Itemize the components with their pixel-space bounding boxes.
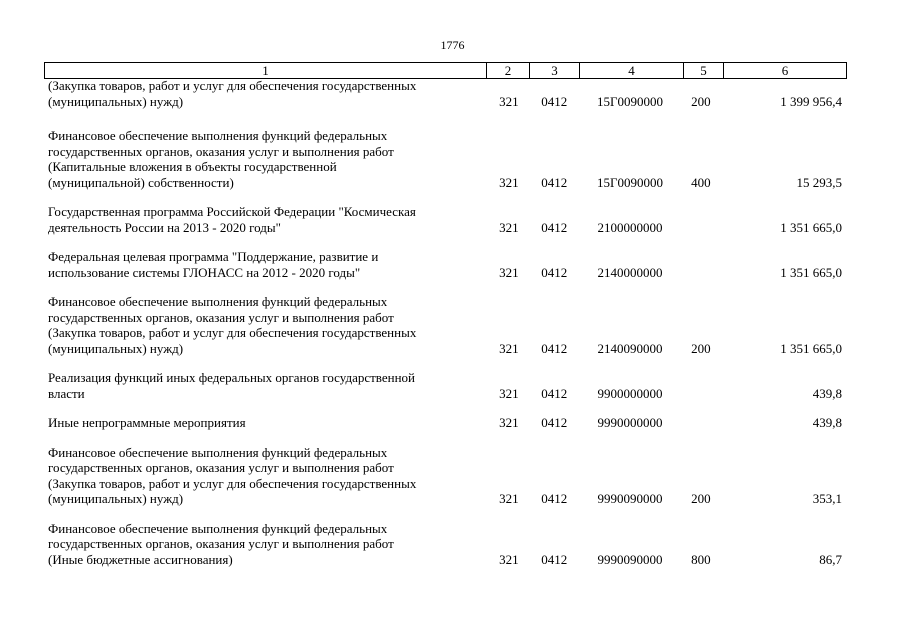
target-article-code: 9900000000 — [597, 385, 663, 401]
amount: 1 351 665,0 — [780, 264, 842, 280]
expense-type-code: 400 — [691, 174, 711, 190]
description-line: Финансовое обеспечение выполнения функций федеральных — [48, 520, 388, 536]
description-line: (Закупка товаров, работ и услуг для обеспечения государственных — [48, 78, 417, 93]
description-line: (муниципальных) нужд) — [48, 93, 184, 109]
ministry-code: 321 — [499, 415, 519, 430]
expense-type-code: 800 — [691, 551, 711, 567]
description-line: Финансовое обеспечение выполнения функций федеральных — [48, 294, 388, 309]
section-code: 0412 — [541, 264, 568, 280]
target-article-code: 15Г0090000 — [597, 174, 664, 190]
description-line: использование системы ГЛОНАСС на 2012 - 2020 годы" — [48, 264, 361, 280]
section-code: 0412 — [541, 491, 568, 506]
description-line: Финансовое обеспечение выполнения функций федеральных — [48, 444, 388, 460]
row-description — [44, 415, 488, 431]
row-description — [44, 204, 488, 235]
ministry-code: 321 — [499, 385, 519, 401]
section-code: 0412 — [541, 415, 568, 430]
amount: 353,1 — [812, 491, 842, 506]
table-row — [44, 249, 844, 280]
row-description — [44, 370, 488, 401]
section-code: 0412 — [541, 385, 568, 401]
column-header-2: 2 — [487, 63, 530, 79]
table-row — [44, 294, 844, 356]
description-line: (Капитальные вложения в объекты государственной — [48, 159, 337, 174]
table-row — [44, 415, 844, 431]
row-description — [44, 249, 488, 280]
amount: 439,8 — [812, 385, 842, 401]
amount: 1 399 956,4 — [780, 93, 842, 109]
amount: 1 351 665,0 — [780, 340, 842, 356]
description-line: Иные непрограммные мероприятия — [48, 415, 246, 430]
target-article-code: 9990000000 — [597, 415, 663, 430]
description-line: (Закупка товаров, работ и услуг для обеспечения государственных — [48, 475, 417, 491]
row-description — [44, 294, 488, 356]
amount: 86,7 — [819, 551, 842, 567]
section-code: 0412 — [541, 93, 568, 109]
description-line: государственных органов, оказания услуг и выполнения работ — [48, 309, 394, 325]
description-line: (Закупка товаров, работ и услуг для обеспечения государственных — [48, 325, 417, 340]
column-header-6: 6 — [724, 63, 847, 79]
row-description — [44, 521, 488, 568]
page-number: 1776 — [440, 38, 465, 52]
ministry-code: 321 — [499, 491, 519, 506]
target-article-code: 9990090000 — [597, 491, 663, 506]
ministry-code: 321 — [499, 551, 519, 567]
ministry-code: 321 — [499, 219, 519, 235]
column-header-5: 5 — [684, 63, 724, 79]
expense-type-code: 200 — [691, 491, 711, 506]
column-header-3: 3 — [530, 63, 580, 79]
table-row — [44, 521, 844, 568]
ministry-code: 321 — [499, 93, 519, 109]
amount: 439,8 — [812, 415, 842, 430]
description-line: Федеральная целевая программа "Поддержание, развитие и — [48, 249, 379, 264]
target-article-code: 2140090000 — [597, 340, 663, 356]
column-header-1: 1 — [45, 63, 487, 79]
description-line: (муниципальной) собственности) — [48, 174, 234, 190]
table-row — [44, 370, 844, 401]
budget-table-body — [44, 78, 844, 581]
amount: 15 293,5 — [796, 174, 842, 190]
description-line: Государственная программа Российской Федерации "Космическая — [48, 204, 416, 219]
column-header-4: 4 — [580, 63, 684, 79]
description-line: государственных органов, оказания услуг и выполнения работ — [48, 460, 394, 475]
description-line: (Иные бюджетные ассигнования) — [48, 551, 233, 567]
description-line: власти — [48, 385, 85, 401]
amount: 1 351 665,0 — [780, 219, 842, 235]
description-line: Финансовое обеспечение выполнения функций федеральных — [48, 128, 388, 143]
ministry-code: 321 — [499, 264, 519, 280]
target-article-code: 15Г0090000 — [597, 93, 664, 109]
row-description — [44, 128, 488, 190]
ministry-code: 321 — [499, 174, 519, 190]
description-line: (муниципальных) нужд) — [48, 491, 184, 506]
section-code: 0412 — [541, 219, 568, 235]
target-article-code: 2100000000 — [597, 219, 663, 235]
description-line: государственных органов, оказания услуг и выполнения работ — [48, 143, 394, 159]
target-article-code: 9990090000 — [597, 551, 663, 567]
section-code: 0412 — [541, 174, 568, 190]
ministry-code: 321 — [499, 340, 519, 356]
expense-type-code: 200 — [691, 340, 711, 356]
table-row — [44, 128, 844, 190]
column-header-table — [44, 62, 847, 79]
description-line: (муниципальных) нужд) — [48, 340, 184, 356]
row-description — [44, 445, 488, 507]
target-article-code: 2140000000 — [597, 264, 663, 280]
expense-type-code: 200 — [691, 93, 711, 109]
table-row — [44, 78, 844, 109]
row-description — [44, 78, 488, 109]
section-code: 0412 — [541, 551, 568, 567]
description-line: Реализация функций иных федеральных органов государственной — [48, 370, 416, 385]
description-line: деятельность России на 2013 - 2020 годы" — [48, 219, 281, 235]
table-row — [44, 204, 844, 235]
description-line: государственных органов, оказания услуг и выполнения работ — [48, 536, 394, 551]
section-code: 0412 — [541, 340, 568, 356]
table-row — [44, 445, 844, 507]
